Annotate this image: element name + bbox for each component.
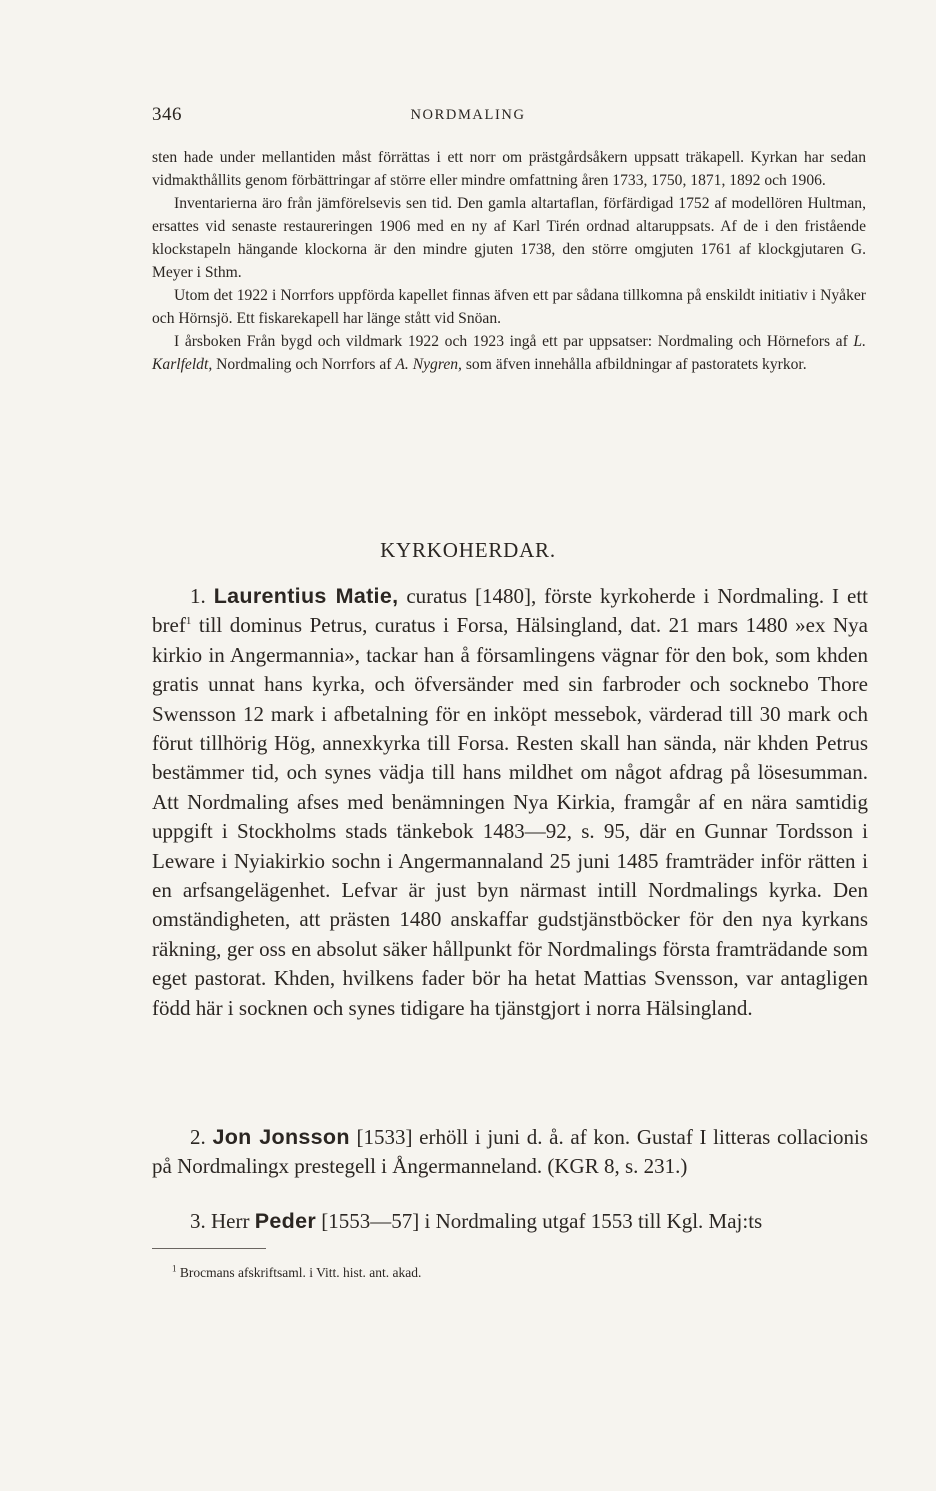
entry-number: 3. [190, 1209, 206, 1233]
entry-text-b: till dominus Petrus, curatus i Forsa, Hälsingland, dat. 21 mars 1480 »ex Nya kirkio in Angermannia», tackar han å församlingens vägnar för den bok, som khden gratis unnat hans kyrka, och öfversänder med sin farbroder och socknebo Thore Swensson 12 mark i afbetalning för en inköpt messebok, värderad till 30 mark och förut tillhörig Hög, annexkyrka till Forsa. Resten skall han sända, när khden Petrus bestämmer tid, och synes vädja till hans mildhet om något afdrag på lösesumman. Att Nordmaling afses med benämningen Nya Kirkia, framgår af en nära samtidig uppgift i Stockholms stads tänkebok 1483—92, s. 95, där en Gunnar Tordsson i Leware i Nyiakirkio sochn i Angermannaland 25 juni 1485 framträder inför rätten i en arfsangelägenhet. Lefvar är just byn närmast intill Nordmalings kyrka. Den omständigheten, att prästen 1480 anskaffar gudstjänstböcker för den nya kyrkans räkning, ger oss en absolut säker hållpunkt för Nordmalings första framträdande som eget pastorat. Khden, hvilkens fader bör ha hetat Mattias Svensson, var antagligen född här i socknen och synes tidigare ha tjänstgjort i norra Hälsingland. [152, 613, 868, 1020]
intro-p4-text-a: I årsboken Från bygd och vildmark 1922 och 1923 ingå ett par uppsatser: Nordmaling och Hörnefors af [174, 333, 854, 350]
intro-paragraph-2: Inventarierna äro från jämförelsevis sen tid. Den gamla altartaflan, förfärdigad 1752 af modellören Hultman, ersattes vid senaste restaureringen 1906 med en ny af Karl Tirén ordnad altaruppsats. Af de i den fristående klockstapeln hängande klockorna är den mindre gjuten 1738, den större omgjuten 1761 af klockgjutaren G. Meyer i Sthm. [152, 195, 866, 281]
entry-text: [1533] erhöll i juni d. å. af kon. Gustaf I litteras collacionis på Nordmalingx prestegell i Ångermanneland. (KGR 8, s. 231.) [152, 1125, 868, 1179]
intro-paragraph-1: sten hade under mellantiden måst förrättas i ett norr om prästgårdsåkern uppsatt träkapell. Kyrkan har sedan vidmakthållits genom förbättringar af större eller mindre omfattning åren 1733, 1750, 1871, 1892 och 1906. [152, 149, 866, 189]
footnote-marker: 1 [172, 1263, 177, 1274]
author-nygren: A. Nygren, [395, 356, 462, 373]
author-karlfeldt: L. Karlfeldt, [152, 333, 866, 373]
entry-name: Jon Jonsson [212, 1125, 350, 1149]
entry-3 [152, 1207, 868, 1236]
footnote-divider [152, 1248, 266, 1249]
entry-1 [152, 582, 868, 1023]
intro-paragraph-4 [152, 330, 866, 376]
intro-paragraph-3: Utom det 1922 i Norrfors uppförda kapellet finnas äfven ett par sådana tillkomna på enskildt initiativ i Nyåker och Hörnsjö. Ett fiskarekapell har länge stått vid Snöan. [152, 287, 866, 327]
footnote [172, 1264, 421, 1282]
entry-number: 1. [190, 584, 206, 608]
entry-text: [1553—57] i Nordmaling utgaf 1553 till Kgl. Maj:ts [316, 1209, 763, 1233]
entry-prefix: Herr [205, 1209, 255, 1233]
entry-name: Laurentius Matie, [213, 584, 399, 608]
footnote-text: Brocmans afskriftsaml. i Vitt. hist. ant. akad. [179, 1265, 422, 1280]
page-number: 346 [152, 104, 182, 125]
footnote-reference: 1 [185, 615, 192, 628]
running-head: NORDMALING [410, 107, 526, 123]
entry-number: 2. [190, 1125, 206, 1149]
entry-name: Peder [254, 1209, 316, 1233]
intro-p4-text-b: Nordmaling och Norrfors af [212, 356, 396, 373]
entry-2 [152, 1123, 868, 1182]
intro-p4-text-c: som äfven innehålla afbildningar af pastoratets kyrkor. [461, 356, 807, 373]
section-title: KYRKOHERDAR. [380, 538, 556, 562]
entry-text-a: curatus [1480], förste kyrkoherde i Nordmaling. I ett bref [152, 584, 869, 638]
intro-text [152, 146, 866, 376]
